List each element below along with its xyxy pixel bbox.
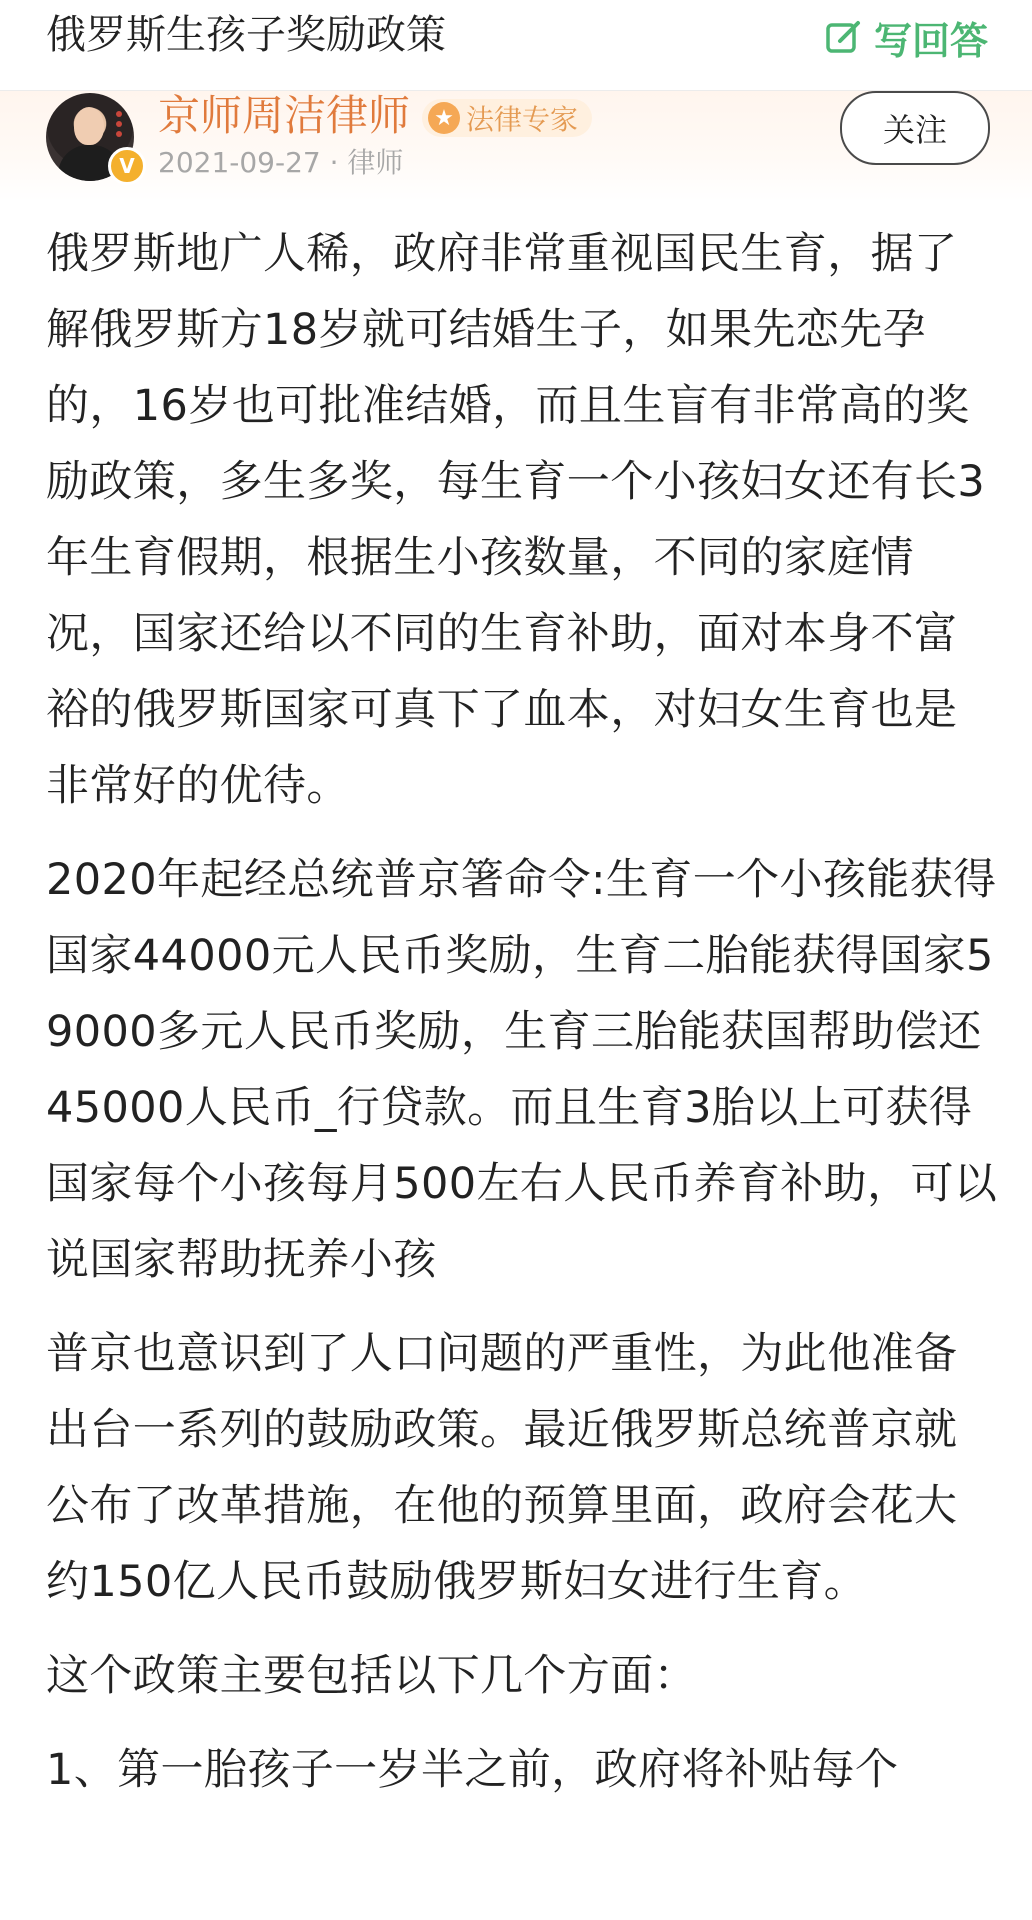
edit-icon	[824, 17, 864, 57]
paragraph: 普京也意识到了人口问题的严重性，为此他准备出台一系列的鼓励政策。最近俄罗斯总统普京就公布了改革措施，在他的预算里面，政府会花大约150亿人民币鼓励俄罗斯妇女进行生育。	[46, 1329, 958, 1607]
follow-button[interactable]: 关注	[840, 91, 990, 165]
author-meta: 2021-09-27 · 律师	[158, 146, 404, 179]
star-icon: ★	[428, 102, 460, 134]
verified-badge-icon: V	[108, 147, 146, 185]
question-title[interactable]: 俄罗斯生孩子奖励政策	[46, 12, 446, 58]
expert-badge	[422, 99, 592, 137]
top-bar	[0, 0, 1032, 91]
author-name[interactable]: 京师周洁律师	[158, 91, 411, 140]
expert-badge-label: 法律专家	[466, 103, 579, 136]
answer-content	[46, 216, 998, 1808]
paragraph: 2020年起经总统普京箸命令:生育一个小孩能获得国家44000元人民币奖励，生育二胎能获得国家59000多元人民币奖励，生育三胎能获国帮助偿还45000人民币_行贷款。而且生育3胎以上可获得国家每个小孩每月500左右人民币养育补助，可以说国家帮助抚养小孩	[46, 855, 998, 1285]
write-answer-button[interactable]	[824, 12, 988, 62]
paragraph: 俄罗斯地广人稀，政府非常重视国民生育，据了解俄罗斯方18岁就可结婚生子，如果先恋先孕的，16岁也可批准结婚，而且生盲有非常高的奖励政策，多生多奖，每生育一个小孩妇女还有长3年生育假期，根据生小孩数量，不同的家庭情况，国家还给以不同的生育补助，面对本身不富裕的俄罗斯国家可真下了血本，对妇女生育也是非常好的优待。	[46, 229, 986, 811]
paragraph: 这个政策主要包括以下几个方面：	[46, 1651, 697, 1701]
paragraph: 1、第一胎孩子一岁半之前，政府将补贴每个	[46, 1745, 899, 1795]
author-strip	[0, 91, 1032, 201]
write-answer-label: 写回答	[873, 18, 988, 63]
